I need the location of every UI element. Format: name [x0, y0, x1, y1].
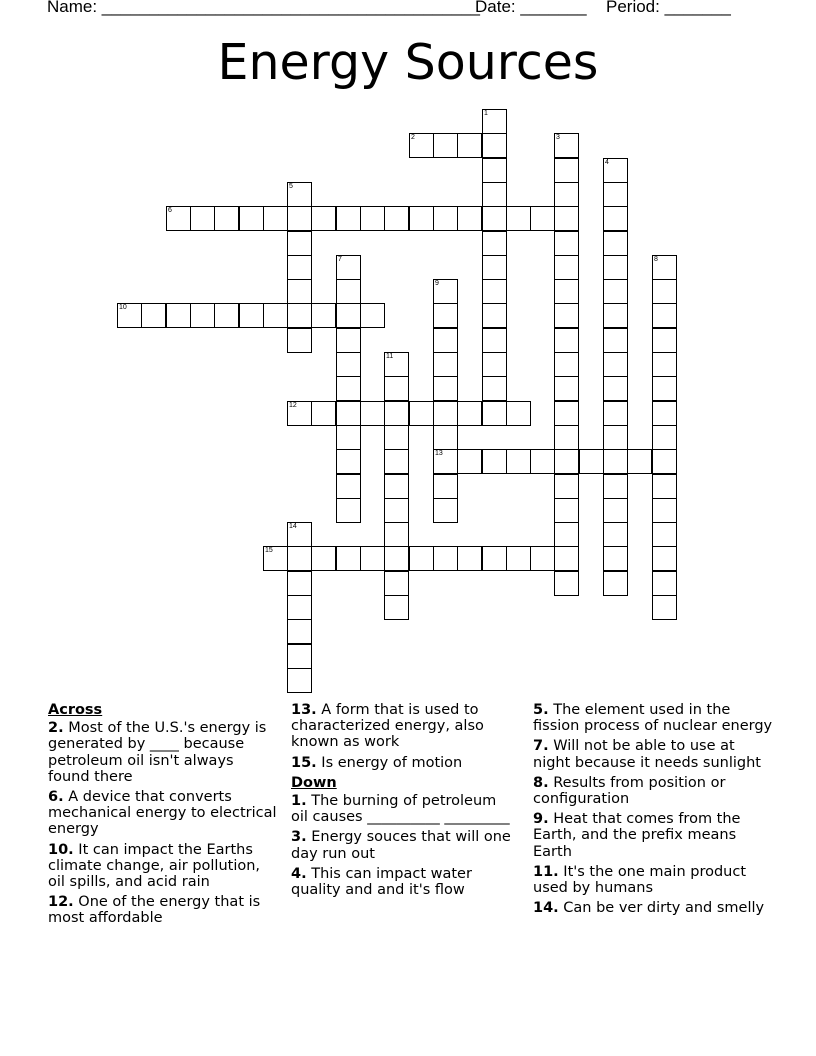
crossword-cell[interactable] [554, 425, 579, 450]
crossword-cell[interactable] [384, 376, 409, 401]
crossword-cell[interactable] [141, 303, 166, 328]
crossword-cell[interactable] [554, 571, 579, 596]
period-field[interactable]: Period: _______ [606, 0, 731, 16]
clue-number: 3 [556, 134, 560, 141]
crossword-cell[interactable] [336, 498, 361, 523]
crossword-cell[interactable] [311, 206, 336, 231]
crossword-cell[interactable] [530, 449, 555, 474]
crossword-cell[interactable] [433, 449, 458, 474]
clue-across-15: 15. Is energy of motion [291, 754, 463, 771]
clue-across-12: 12. One of the energy that is most affordable [48, 894, 261, 927]
clue-down-7: 7. Will not be able to use at night because it needs sunlight [533, 738, 761, 771]
crossword-cell[interactable] [336, 425, 361, 450]
crossword-cell[interactable] [287, 619, 312, 644]
crossword-cell[interactable] [433, 303, 458, 328]
crossword-cell[interactable] [652, 474, 677, 499]
crossword-cell[interactable] [336, 303, 361, 328]
crossword-cell[interactable] [652, 425, 677, 450]
crossword-cell[interactable] [482, 449, 507, 474]
crossword-cell[interactable] [652, 328, 677, 353]
crossword-cell[interactable] [433, 352, 458, 377]
crossword-cell[interactable] [336, 401, 361, 426]
crossword-cell[interactable] [482, 401, 507, 426]
crossword-cell[interactable] [603, 158, 628, 183]
crossword-cell[interactable] [336, 328, 361, 353]
crossword-cell[interactable] [482, 376, 507, 401]
crossword-cell[interactable] [287, 595, 312, 620]
crossword-cell[interactable] [311, 401, 336, 426]
crossword-cell[interactable] [506, 449, 531, 474]
clue-column-3 [533, 702, 773, 920]
crossword-cell[interactable] [384, 401, 409, 426]
clue-across-10: 10. It can impact the Earths climate change, air pollution, oil spills, and acid rain [48, 841, 261, 891]
crossword-cell[interactable] [214, 303, 239, 328]
clue-across-2: 2. Most of the U.S.'s energy is generated by ____ because petroleum oil isn't always found there [48, 720, 267, 785]
crossword-cell[interactable] [652, 522, 677, 547]
crossword-cell[interactable] [652, 449, 677, 474]
crossword-cell[interactable] [433, 328, 458, 353]
crossword-cell[interactable] [384, 571, 409, 596]
crossword-cell[interactable] [652, 595, 677, 620]
crossword-cell[interactable] [603, 546, 628, 571]
crossword-cell[interactable] [603, 498, 628, 523]
clue-number: 1 [484, 110, 488, 117]
crossword-cell[interactable] [190, 303, 215, 328]
across-heading: Across [48, 702, 103, 718]
crossword-cell[interactable] [506, 401, 531, 426]
crossword-cell[interactable] [579, 449, 604, 474]
crossword-cell[interactable] [409, 133, 434, 158]
crossword-cell[interactable] [554, 546, 579, 571]
clue-down-4: 4. This can impact water quality and and it's flow [291, 865, 472, 899]
clue-number: 15 [265, 547, 273, 554]
crossword-cell[interactable] [554, 522, 579, 547]
crossword-cell[interactable] [239, 303, 264, 328]
crossword-cell[interactable] [554, 255, 579, 280]
clue-number: 12 [289, 402, 297, 409]
crossword-cell[interactable] [482, 255, 507, 280]
crossword-cell[interactable] [482, 546, 507, 571]
crossword-cell[interactable] [603, 231, 628, 256]
crossword-cell[interactable] [239, 206, 264, 231]
crossword-cell[interactable] [287, 279, 312, 304]
crossword-cell[interactable] [336, 352, 361, 377]
clue-column-1 [48, 702, 278, 931]
crossword-cell[interactable] [554, 449, 579, 474]
crossword-cell[interactable] [457, 206, 482, 231]
crossword-cell[interactable] [554, 474, 579, 499]
crossword-cell[interactable] [482, 206, 507, 231]
crossword-cell[interactable] [530, 206, 555, 231]
crossword-cell[interactable] [457, 449, 482, 474]
clue-number: 4 [605, 159, 609, 166]
crossword-cell[interactable] [409, 401, 434, 426]
crossword-cell[interactable] [554, 206, 579, 231]
page-title: Energy Sources [217, 34, 599, 91]
date-field[interactable]: Date: _______ [475, 0, 587, 16]
crossword-cell[interactable] [554, 352, 579, 377]
clue-down-11: 11. It's the one main product used by humans [533, 863, 747, 897]
crossword-cell[interactable] [433, 474, 458, 499]
crossword-cell[interactable] [506, 546, 531, 571]
crossword-cell[interactable] [482, 279, 507, 304]
crossword-cell[interactable] [603, 352, 628, 377]
crossword-cell[interactable] [554, 303, 579, 328]
crossword-cell[interactable] [603, 279, 628, 304]
crossword-cell[interactable] [554, 231, 579, 256]
crossword-cell[interactable] [482, 231, 507, 256]
clue-number: 11 [386, 353, 394, 360]
crossword-cell[interactable] [336, 206, 361, 231]
crossword-cell[interactable] [603, 474, 628, 499]
clue-number: 14 [289, 523, 297, 530]
crossword-cell[interactable] [409, 546, 434, 571]
crossword-cell[interactable] [117, 303, 142, 328]
crossword-cell[interactable] [554, 328, 579, 353]
crossword-cell[interactable] [652, 279, 677, 304]
crossword-cell[interactable] [433, 376, 458, 401]
crossword-cell[interactable] [336, 279, 361, 304]
clue-number: 6 [168, 207, 172, 214]
crossword-cell[interactable] [409, 206, 434, 231]
crossword-cell[interactable] [287, 303, 312, 328]
crossword-cell[interactable] [384, 546, 409, 571]
clue-number: 5 [289, 183, 293, 190]
crossword-cell[interactable] [166, 206, 191, 231]
crossword-cell[interactable] [433, 206, 458, 231]
crossword-cell[interactable] [263, 206, 288, 231]
crossword-cell[interactable] [336, 546, 361, 571]
crossword-cell[interactable] [652, 571, 677, 596]
clue-down-3: 3. Energy souces that will one day run out [291, 829, 511, 862]
clue-down-14: 14. Can be ver dirty and smelly [533, 900, 765, 917]
crossword-cell[interactable] [336, 255, 361, 280]
crossword-cell[interactable] [336, 449, 361, 474]
crossword-cell[interactable] [384, 449, 409, 474]
crossword-cell[interactable] [482, 133, 507, 158]
crossword-cell[interactable] [360, 401, 385, 426]
crossword-cell[interactable] [433, 498, 458, 523]
crossword-cell[interactable] [603, 449, 628, 474]
clue-number: 8 [654, 256, 658, 263]
crossword-cell[interactable] [603, 571, 628, 596]
crossword-cell[interactable] [652, 303, 677, 328]
crossword-cell[interactable] [360, 303, 385, 328]
crossword-cell[interactable] [627, 449, 652, 474]
crossword-cell[interactable] [287, 546, 312, 571]
crossword-cell[interactable] [384, 522, 409, 547]
crossword-cell[interactable] [166, 303, 191, 328]
crossword-cell[interactable] [360, 206, 385, 231]
crossword-cell[interactable] [554, 182, 579, 207]
crossword-cell[interactable] [554, 498, 579, 523]
clue-across-6: 6. A device that converts mechanical energy to electrical energy [48, 789, 277, 838]
crossword-cell[interactable] [554, 401, 579, 426]
clue-down-9: 9. Heat that comes from the Earth, and the prefix means Earth [533, 811, 741, 860]
crossword-cell[interactable] [482, 352, 507, 377]
crossword-cell[interactable] [554, 376, 579, 401]
clue-number: 7 [338, 256, 342, 263]
crossword-cell[interactable] [603, 401, 628, 426]
crossword-cell[interactable] [336, 376, 361, 401]
crossword-cell[interactable] [652, 401, 677, 426]
crossword-cell[interactable] [287, 522, 312, 547]
crossword-cell[interactable] [603, 522, 628, 547]
crossword-cell[interactable] [603, 255, 628, 280]
crossword-cell[interactable] [603, 182, 628, 207]
crossword-cell[interactable] [603, 425, 628, 450]
crossword-cell[interactable] [603, 206, 628, 231]
crossword-cell[interactable] [287, 182, 312, 207]
crossword-cell[interactable] [287, 571, 312, 596]
crossword-cell[interactable] [384, 595, 409, 620]
crossword-cell[interactable] [433, 425, 458, 450]
crossword-cell[interactable] [287, 328, 312, 353]
crossword-cell[interactable] [263, 303, 288, 328]
crossword-cell[interactable] [652, 255, 677, 280]
clue-number: 13 [435, 450, 443, 457]
crossword-cell[interactable] [482, 328, 507, 353]
crossword-cell[interactable] [554, 279, 579, 304]
crossword-cell[interactable] [287, 206, 312, 231]
crossword-cell[interactable] [287, 231, 312, 256]
down-heading: Down [291, 774, 337, 791]
crossword-cell[interactable] [433, 546, 458, 571]
crossword-cell[interactable] [482, 303, 507, 328]
crossword-cell[interactable] [554, 133, 579, 158]
crossword-cell[interactable] [530, 546, 555, 571]
crossword-cell[interactable] [384, 474, 409, 499]
clue-number: 9 [435, 280, 439, 287]
crossword-cell[interactable] [652, 546, 677, 571]
crossword-cell[interactable] [652, 376, 677, 401]
clue-down-1: 1. The burning of petroleum oil causes __________ _________ [291, 793, 510, 826]
clue-down-5: 5. The element used in the fission process of nuclear energy [533, 702, 773, 735]
crossword-cell[interactable] [384, 206, 409, 231]
clue-number: 2 [411, 134, 415, 141]
crossword-cell[interactable] [554, 158, 579, 183]
crossword-cell[interactable] [506, 206, 531, 231]
crossword-cell[interactable] [603, 328, 628, 353]
clue-down-8: 8. Results from position or configuration [533, 774, 726, 808]
crossword-cell[interactable] [457, 546, 482, 571]
crossword-cell[interactable] [652, 352, 677, 377]
crossword-cell[interactable] [311, 546, 336, 571]
crossword-cell[interactable] [482, 109, 507, 134]
crossword-cell[interactable] [214, 206, 239, 231]
crossword-cell[interactable] [384, 425, 409, 450]
name-field[interactable]: Name: ________________________________________ [47, 0, 480, 16]
crossword-cell[interactable] [603, 376, 628, 401]
crossword-cell[interactable] [433, 133, 458, 158]
crossword-cell[interactable] [457, 133, 482, 158]
crossword-cell[interactable] [287, 255, 312, 280]
crossword-cell[interactable] [433, 279, 458, 304]
crossword-cell[interactable] [652, 498, 677, 523]
clue-across-13: 13. A form that is used to characterized energy, also known as work [291, 702, 484, 751]
crossword-cell[interactable] [190, 206, 215, 231]
crossword-cell[interactable] [433, 401, 458, 426]
crossword-cell[interactable] [311, 303, 336, 328]
crossword-cell[interactable] [336, 474, 361, 499]
crossword-cell[interactable] [287, 401, 312, 426]
crossword-cell[interactable] [287, 668, 312, 693]
crossword-cell[interactable] [603, 303, 628, 328]
crossword-cell[interactable] [384, 352, 409, 377]
crossword-cell[interactable] [482, 158, 507, 183]
crossword-cell[interactable] [263, 546, 288, 571]
clue-number: 10 [119, 304, 127, 311]
crossword-cell[interactable] [360, 546, 385, 571]
clue-column-2 [291, 702, 516, 902]
crossword-cell[interactable] [457, 401, 482, 426]
crossword-cell[interactable] [287, 644, 312, 669]
crossword-cell[interactable] [384, 498, 409, 523]
crossword-cell[interactable] [482, 182, 507, 207]
